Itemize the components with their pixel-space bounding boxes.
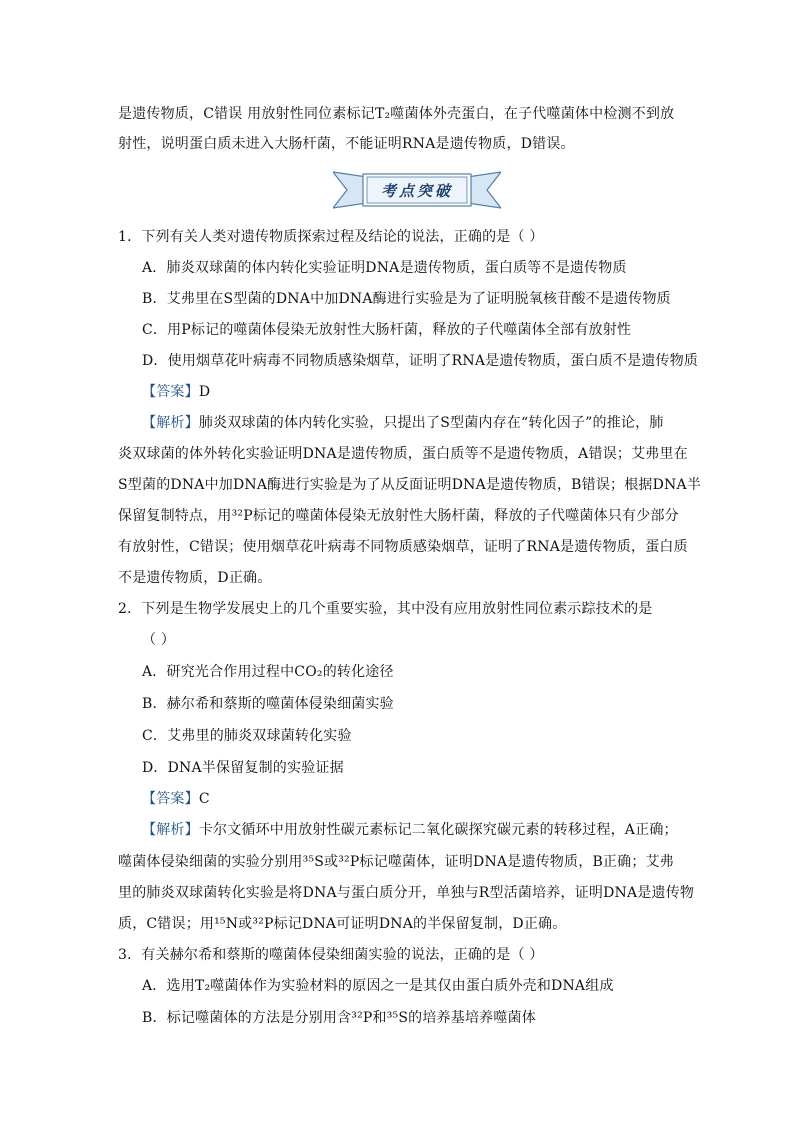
- intro-line-2: 射性，说明蛋白质未进入大肠杆菌，不能证明RNA是遗传物质，D错误。: [118, 136, 575, 152]
- question-2-answer: [142, 789, 210, 809]
- answer-value: C: [198, 791, 210, 807]
- question-1-analysis-line-4: 保留复制特点，用³²P标记的噬菌体侵染无放射性大肠杆菌，释放的子代噬菌体只有少部分: [118, 508, 679, 524]
- question-1-option-c: C．用P标记的噬菌体侵染无放射性大肠杆菌，释放的子代噬菌体全部有放射性: [142, 322, 632, 338]
- analysis-tag: 【解析】: [142, 415, 199, 431]
- question-1-option-b: B．艾弗里在S型菌的DNA中加DNA酶进行实验是为了证明脱氧核苷酸不是遗传物质: [142, 291, 671, 307]
- intro-line-1: 是遗传物质，C错误 用放射性同位素标记T₂噬菌体外壳蛋白，在子代噬菌体中检测不到放: [118, 106, 675, 122]
- question-1-answer: [142, 382, 210, 402]
- question-1-analysis-line-2: 炎双球菌的体外转化实验证明DNA是遗传物质，蛋白质等不是遗传物质，A错误；艾弗里在: [118, 446, 688, 462]
- analysis-text: 卡尔文循环中用放射性碳元素标记二氧化碳探究碳元素的转移过程，A正确；: [198, 822, 678, 838]
- question-2-stem: 2．下列是生物学发展史上的几个重要实验，其中没有应用放射性同位素示踪技术的是: [118, 601, 653, 617]
- question-2-option-d: D．DNA半保留复制的实验证据: [142, 760, 344, 776]
- section-banner: [333, 168, 501, 212]
- question-2-analysis-line-1: [142, 820, 678, 840]
- question-1-analysis-line-1: [142, 413, 664, 433]
- question-1-analysis-line-3: S型菌的DNA中加DNA酶进行实验是为了从反面证明DNA是遗传物质，B错误；根据DNA半: [118, 477, 702, 493]
- question-1-option-a: A．肺炎双球菌的体内转化实验证明DNA是遗传物质，蛋白质等不是遗传物质: [142, 260, 627, 276]
- question-2-analysis-line-2: 噬菌体侵染细菌的实验分别用³⁵S或³²P标记噬菌体，证明DNA是遗传物质，B正确；艾弗: [118, 854, 674, 870]
- question-2-analysis-line-3: 里的肺炎双球菌转化实验是将DNA与蛋白质分开，单独与R型活菌培养，证明DNA是遗传物: [118, 885, 695, 901]
- answer-tag: 【答案】: [142, 384, 199, 400]
- question-2-analysis-line-4: 质，C错误；用¹⁵N或³²P标记DNA可证明DNA的半保留复制，D正确。: [118, 916, 567, 932]
- question-1-option-d: D．使用烟草花叶病毒不同物质感染烟草，证明了RNA是遗传物质，蛋白质不是遗传物质: [142, 353, 699, 369]
- question-2-stem-continued: （ ）: [142, 632, 176, 648]
- analysis-text: 肺炎双球菌的体内转化实验，只提出了S型菌内存在“转化因子”的推论，肺: [198, 415, 664, 431]
- question-1-analysis-line-6: 不是遗传物质，D正确。: [118, 570, 272, 586]
- question-1-analysis-line-5: 有放射性，C错误；使用烟草花叶病毒不同物质感染烟草，证明了RNA是遗传物质，蛋白质: [118, 539, 688, 555]
- answer-value: D: [198, 384, 211, 400]
- question-2-option-a: A．研究光合作用过程中CO₂的转化途径: [142, 664, 394, 680]
- answer-tag: 【答案】: [142, 791, 199, 807]
- question-2-option-b: B．赫尔希和蔡斯的噬菌体侵染细菌实验: [142, 696, 394, 712]
- banner-title: 考点突破: [380, 181, 453, 200]
- question-3-stem: 3．有关赫尔希和蔡斯的噬菌体侵染细菌实验的说法，正确的是（ ）: [118, 947, 544, 963]
- analysis-tag: 【解析】: [142, 822, 199, 838]
- question-3-option-b: B．标记噬菌体的方法是分别用含³²P和³⁵S的培养基培养噬菌体: [142, 1010, 536, 1026]
- question-2-option-c: C．艾弗里的肺炎双球菌转化实验: [142, 728, 352, 744]
- question-1-stem: 1．下列有关人类对遗传物质探索过程及结论的说法，正确的是（ ）: [118, 229, 544, 245]
- question-3-option-a: A．选用T₂噬菌体作为实验材料的原因之一是其仅由蛋白质外壳和DNA组成: [142, 978, 614, 994]
